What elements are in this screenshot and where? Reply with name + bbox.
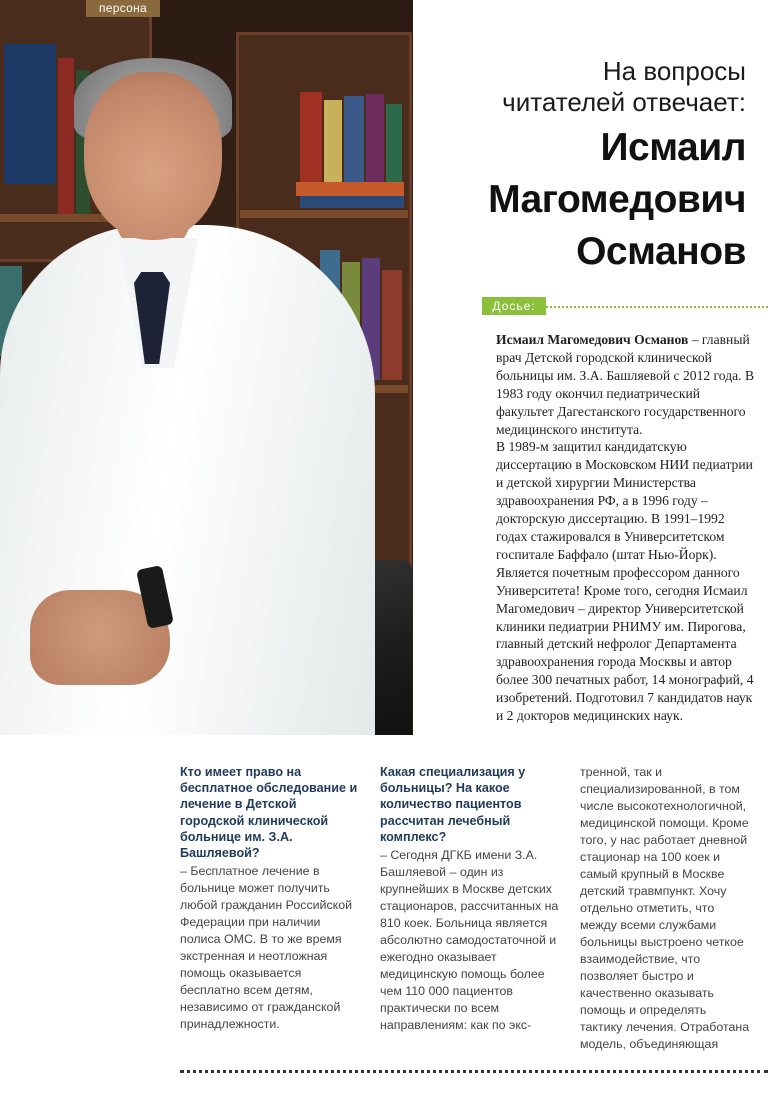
intro-heading [502, 56, 746, 118]
answer: – Сегодня ДГКБ имени З.А. Башляевой – один из крупнейших в Москве детских стационаров, рассчитанных на 810 коек. Больница является абсолютно самодостаточной и ежегодно оказывает медицинскую помощь более чем 110 000 пациентов практически по всем направлениям: как по экс- [380, 848, 559, 1033]
answer-continued: тренной, так и специализированной, в том числе высокотехнологичной, медицинской помощи. Кроме того, у нас работает дневной стационар на 100 коек и самый крупный в Москве детский травмпункт. Хочу отдельно отметить, что между всеми службами больницы выстроено четкое взаимодействие, что позволяет быстро и качественно оказывать помощь и определять тактику лечения. Отработана модель, объединяющая [580, 765, 750, 1051]
column-3 [580, 764, 752, 1053]
book [366, 94, 384, 188]
dossier-label: Досье: [482, 297, 546, 315]
answer: – Бесплатное лечение в больнице может получить любой гражданин Российской Федерации при наличии полиса ОМС. В то же время экстренная и неотложная помощь оказывается бесплатно всем детям, независимо от гражданской принадлежности. [180, 864, 353, 1032]
book [382, 270, 402, 380]
column-1 [180, 764, 360, 1033]
name-line: Османов [576, 230, 746, 273]
dossier-text [496, 331, 758, 725]
book [300, 92, 322, 188]
portrait-photo [0, 0, 413, 735]
person-name [488, 122, 746, 278]
name-line: Исмаил [600, 126, 746, 169]
book [386, 104, 402, 188]
book [58, 58, 74, 214]
intro-line: читателей отвечает: [502, 87, 746, 117]
face [84, 72, 222, 240]
dossier-paragraph: В 1989-м защитил кандидатскую диссертацию в Московском НИИ педиатрии и детской хирургии Министерства здравоохранения РФ, а в 1996 году – докторскую диссертацию. В 1991–1992 годах стажировался в Университетском госпитале Баффало (штат Нью-Йорк). Является почетным профессором данного Университета! Кроме того, сегодня Исмаил Магомедович – директор Университетской клиники педиатрии РНИМУ им. Пирогова, главный детский нефролог Департамента здравоохранения города Москвы и автор более 300 печатных работ, 14 монографий, 4 изобретений. Подготовил 7 кандидатов наук и 2 докторов медицинских наук. [496, 439, 754, 724]
dossier-paragraph [496, 331, 758, 438]
question: Кто имеет право на бесплатное обследование и лечение в Детской городской клинической больнице им. З.А. Башляевой? [180, 765, 358, 861]
book [324, 100, 342, 188]
book [300, 196, 404, 208]
book [344, 96, 364, 188]
shelf-board [240, 210, 408, 218]
dossier-paragraph-text: – главный врач Детской городской клинической больницы им. З.А. Башляевой с 2012 года. В 1983 году окончил педиатрический факультет Дагестанского государственного медицинского института. [496, 332, 755, 437]
bottom-divider [180, 1070, 768, 1073]
name-line: Магомедович [488, 178, 746, 221]
book [4, 44, 56, 184]
book [296, 182, 404, 196]
column-2 [380, 764, 560, 1034]
intro-line: На вопросы [602, 56, 746, 86]
question: Какая специализация у больницы? На какое количество пациентов рассчитан лечебный комплекс? [380, 765, 526, 844]
dossier-name: Исмаил Магомедович Османов [496, 332, 689, 347]
section-tag: персона [86, 0, 160, 17]
